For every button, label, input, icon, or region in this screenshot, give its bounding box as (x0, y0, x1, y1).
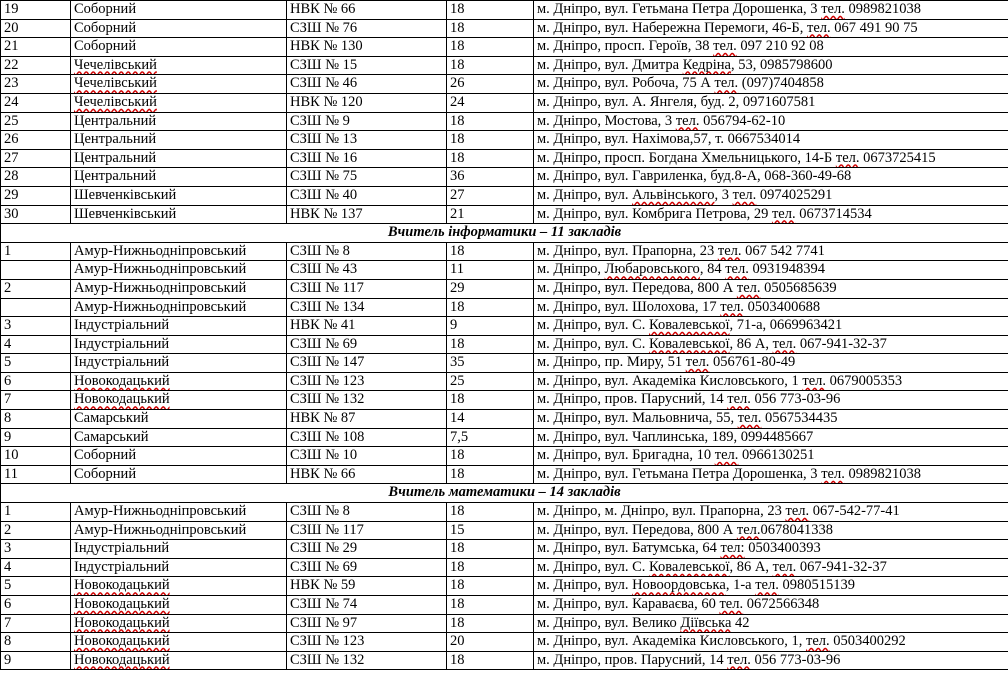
table-row (1, 465, 1008, 484)
school-cell: СЗШ № 132 (287, 391, 447, 410)
school-cell: СЗШ № 8 (287, 242, 447, 261)
address-cell: м. Дніпро, м. Дніпро, вул. Прапорна, 23 тел. 067-542-77-41 (534, 503, 1008, 522)
district-cell: Новокодацький (71, 577, 287, 596)
district-cell: Самарський (71, 410, 287, 429)
district-cell: Індустріальний (71, 354, 287, 373)
school-cell: СЗШ № 9 (287, 112, 447, 131)
address-cell: м. Дніпро, вул. Дмитра Кедріна, 53, 0985798600 (534, 56, 1008, 75)
table-row (1, 112, 1008, 131)
row-number: 25 (1, 112, 71, 131)
table-row (1, 168, 1008, 187)
address-cell: м. Дніпро, вул. Велико Діївська 42 (534, 614, 1008, 633)
school-cell: НВК № 130 (287, 38, 447, 57)
table-row (1, 577, 1008, 596)
row-number: 21 (1, 38, 71, 57)
school-cell: СЗШ № 132 (287, 651, 447, 670)
row-number: 3 (1, 540, 71, 559)
hours-cell: 36 (447, 168, 534, 187)
address-cell: м. Дніпро, Мостова, 3 тел. 056794-62-10 (534, 112, 1008, 131)
hours-cell: 18 (447, 577, 534, 596)
district-cell: Чечелівський (71, 56, 287, 75)
row-number (1, 261, 71, 280)
table-row (1, 335, 1008, 354)
address-cell: м. Дніпро, вул. Бригадна, 10 тел. 0966130251 (534, 447, 1008, 466)
row-number: 4 (1, 335, 71, 354)
district-cell: Амур-Нижньодніпровський (71, 503, 287, 522)
row-number: 7 (1, 614, 71, 633)
row-number: 1 (1, 242, 71, 261)
district-cell: Амур-Нижньодніпровський (71, 521, 287, 540)
table-row (1, 596, 1008, 615)
row-number: 26 (1, 131, 71, 150)
school-cell: СЗШ № 117 (287, 279, 447, 298)
address-cell: м. Дніпро, вул. Альвінського, 3 тел. 0974025291 (534, 186, 1008, 205)
district-cell: Індустріальний (71, 558, 287, 577)
table-row (1, 540, 1008, 559)
district-cell: Новокодацький (71, 596, 287, 615)
school-cell: СЗШ № 97 (287, 614, 447, 633)
district-cell: Чечелівський (71, 75, 287, 94)
school-cell: СЗШ № 117 (287, 521, 447, 540)
address-cell: м. Дніпро, вул. Робоча, 75 А тел. (097)7404858 (534, 75, 1008, 94)
address-cell: м. Дніпро, пров. Парусний, 14 тел. 056 773-03-96 (534, 651, 1008, 670)
address-cell: м. Дніпро, вул. Чаплинська, 189, 0994485667 (534, 428, 1008, 447)
school-cell: СЗШ № 134 (287, 298, 447, 317)
table-row (1, 298, 1008, 317)
row-number: 24 (1, 93, 71, 112)
school-cell: СЗШ № 123 (287, 372, 447, 391)
school-cell: СЗШ № 108 (287, 428, 447, 447)
table-row (1, 279, 1008, 298)
address-cell: м. Дніпро, вул. Гетьмана Петра Дорошенка, 3 тел. 0989821038 (534, 465, 1008, 484)
school-cell: СЗШ № 40 (287, 186, 447, 205)
address-cell: м. Дніпро, вул. Мальовнича, 55, тел. 0567534435 (534, 410, 1008, 429)
table-row (1, 447, 1008, 466)
hours-cell: 18 (447, 651, 534, 670)
hours-cell: 18 (447, 540, 534, 559)
row-number: 10 (1, 447, 71, 466)
row-number: 8 (1, 410, 71, 429)
district-cell: Новокодацький (71, 651, 287, 670)
district-cell: Новокодацький (71, 614, 287, 633)
address-cell: м. Дніпро, вул. Прапорна, 23 тел. 067 542 7741 (534, 242, 1008, 261)
row-number: 11 (1, 465, 71, 484)
table-row (1, 56, 1008, 75)
section-title: Вчитель математики – 14 закладів (1, 484, 1008, 503)
address-cell: м. Дніпро, Любаровського, 84 тел. 0931948394 (534, 261, 1008, 280)
school-cell: СЗШ № 46 (287, 75, 447, 94)
district-cell: Амур-Нижньодніпровський (71, 261, 287, 280)
address-cell: м. Дніпро, вул. С. Ковалевської, 86 А, тел. 067-941-32-37 (534, 335, 1008, 354)
school-cell: НВК № 87 (287, 410, 447, 429)
row-number: 29 (1, 186, 71, 205)
address-cell: м. Дніпро, вул. Шолохова, 17 тел. 0503400688 (534, 298, 1008, 317)
table-row (1, 186, 1008, 205)
hours-cell: 18 (447, 131, 534, 150)
row-number: 2 (1, 521, 71, 540)
address-cell: м. Дніпро, вул. Гавриленка, буд.8-А, 068-360-49-68 (534, 168, 1008, 187)
district-cell: Амур-Нижньодніпровський (71, 242, 287, 261)
row-number: 5 (1, 354, 71, 373)
school-cell: СЗШ № 74 (287, 596, 447, 615)
hours-cell: 14 (447, 410, 534, 429)
district-cell: Новокодацький (71, 633, 287, 652)
address-cell: м. Дніпро, пров. Парусний, 14 тел. 056 773-03-96 (534, 391, 1008, 410)
hours-cell: 18 (447, 391, 534, 410)
district-cell: Соборний (71, 19, 287, 38)
address-cell: м. Дніпро, вул. Новоордовська, 1-а тел. 0980515139 (534, 577, 1008, 596)
district-cell: Амур-Нижньодніпровський (71, 298, 287, 317)
table-row (1, 503, 1008, 522)
row-number: 23 (1, 75, 71, 94)
hours-cell: 18 (447, 614, 534, 633)
row-number: 6 (1, 596, 71, 615)
hours-cell: 26 (447, 75, 534, 94)
table-row (1, 372, 1008, 391)
address-cell: м. Дніпро, вул. Академіка Кисловського, 1, тел. 0503400292 (534, 633, 1008, 652)
address-cell: м. Дніпро, вул. С. Ковалевської, 86 А, тел. 067-941-32-37 (534, 558, 1008, 577)
table-row (1, 410, 1008, 429)
table-row (1, 317, 1008, 336)
table-row (1, 261, 1008, 280)
district-cell: Шевченківський (71, 186, 287, 205)
row-number: 28 (1, 168, 71, 187)
hours-cell: 15 (447, 521, 534, 540)
table-row (1, 205, 1008, 224)
row-number: 7 (1, 391, 71, 410)
hours-cell: 18 (447, 503, 534, 522)
school-cell: НВК № 66 (287, 1, 447, 20)
school-cell: СЗШ № 43 (287, 261, 447, 280)
row-number: 1 (1, 503, 71, 522)
section-title: Вчитель інформатики – 11 закладів (1, 224, 1008, 243)
address-cell: м. Дніпро, просп. Богдана Хмельницького, 14-Б тел. 0673725415 (534, 149, 1008, 168)
row-number: 30 (1, 205, 71, 224)
vacancies-table-body (1, 1, 1008, 670)
school-cell: СЗШ № 8 (287, 503, 447, 522)
section-header-row (1, 484, 1008, 503)
address-cell: м. Дніпро, вул. Набережна Перемоги, 46-Б, тел. 067 491 90 75 (534, 19, 1008, 38)
address-cell: м. Дніпро, просп. Героїв, 38 тел. 097 210 92 08 (534, 38, 1008, 57)
school-cell: СЗШ № 69 (287, 335, 447, 354)
school-cell: СЗШ № 16 (287, 149, 447, 168)
school-cell: НВК № 137 (287, 205, 447, 224)
hours-cell: 27 (447, 186, 534, 205)
district-cell: Центральний (71, 168, 287, 187)
hours-cell: 18 (447, 298, 534, 317)
hours-cell: 18 (447, 558, 534, 577)
district-cell: Індустріальний (71, 540, 287, 559)
hours-cell: 18 (447, 38, 534, 57)
district-cell: Чечелівський (71, 93, 287, 112)
address-cell: м. Дніпро, вул. Комбрига Петрова, 29 тел. 0673714534 (534, 205, 1008, 224)
school-cell: СЗШ № 10 (287, 447, 447, 466)
school-cell: СЗШ № 13 (287, 131, 447, 150)
district-cell: Соборний (71, 1, 287, 20)
district-cell: Центральний (71, 149, 287, 168)
district-cell: Індустріальний (71, 317, 287, 336)
address-cell: м. Дніпро, вул. Передова, 800 А тел.0678041338 (534, 521, 1008, 540)
hours-cell: 18 (447, 596, 534, 615)
table-row (1, 428, 1008, 447)
row-number: 19 (1, 1, 71, 20)
table-row (1, 93, 1008, 112)
school-cell: СЗШ № 76 (287, 19, 447, 38)
address-cell: м. Дніпро, вул. Передова, 800 А тел. 0505685639 (534, 279, 1008, 298)
table-row (1, 633, 1008, 652)
hours-cell: 18 (447, 19, 534, 38)
hours-cell: 18 (447, 465, 534, 484)
row-number: 20 (1, 19, 71, 38)
school-cell: НВК № 66 (287, 465, 447, 484)
address-cell: м. Дніпро, вул. Караваєва, 60 тел. 0672566348 (534, 596, 1008, 615)
address-cell: м. Дніпро, вул. Батумська, 64 тел: 0503400393 (534, 540, 1008, 559)
table-row (1, 131, 1008, 150)
school-cell: НВК № 59 (287, 577, 447, 596)
table-row (1, 1, 1008, 20)
row-number: 4 (1, 558, 71, 577)
hours-cell: 18 (447, 56, 534, 75)
district-cell: Амур-Нижньодніпровський (71, 279, 287, 298)
hours-cell: 21 (447, 205, 534, 224)
address-cell: м. Дніпро, вул. А. Янгеля, буд. 2, 0971607581 (534, 93, 1008, 112)
address-cell: м. Дніпро, вул. Академіка Кисловського, 1 тел. 0679005353 (534, 372, 1008, 391)
hours-cell: 35 (447, 354, 534, 373)
table-row (1, 651, 1008, 670)
school-cell: СЗШ № 147 (287, 354, 447, 373)
table-row (1, 38, 1008, 57)
table-row (1, 149, 1008, 168)
hours-cell: 7,5 (447, 428, 534, 447)
table-row (1, 354, 1008, 373)
address-cell: м. Дніпро, вул. Гетьмана Петра Дорошенка, 3 тел. 0989821038 (534, 1, 1008, 20)
row-number: 3 (1, 317, 71, 336)
school-cell: СЗШ № 123 (287, 633, 447, 652)
hours-cell: 18 (447, 242, 534, 261)
district-cell: Шевченківський (71, 205, 287, 224)
row-number: 27 (1, 149, 71, 168)
school-cell: НВК № 120 (287, 93, 447, 112)
table-row (1, 391, 1008, 410)
district-cell: Соборний (71, 465, 287, 484)
hours-cell: 9 (447, 317, 534, 336)
row-number (1, 298, 71, 317)
row-number: 6 (1, 372, 71, 391)
district-cell: Центральний (71, 131, 287, 150)
row-number: 5 (1, 577, 71, 596)
district-cell: Індустріальний (71, 335, 287, 354)
district-cell: Новокодацький (71, 372, 287, 391)
hours-cell: 11 (447, 261, 534, 280)
district-cell: Самарський (71, 428, 287, 447)
section-header-row (1, 224, 1008, 243)
table-row (1, 521, 1008, 540)
district-cell: Центральний (71, 112, 287, 131)
row-number: 8 (1, 633, 71, 652)
table-row (1, 75, 1008, 94)
hours-cell: 24 (447, 93, 534, 112)
hours-cell: 18 (447, 112, 534, 131)
school-cell: НВК № 41 (287, 317, 447, 336)
hours-cell: 20 (447, 633, 534, 652)
hours-cell: 18 (447, 149, 534, 168)
table-row (1, 614, 1008, 633)
school-cell: СЗШ № 75 (287, 168, 447, 187)
address-cell: м. Дніпро, пр. Миру, 51 тел. 056761-80-49 (534, 354, 1008, 373)
district-cell: Новокодацький (71, 391, 287, 410)
hours-cell: 29 (447, 279, 534, 298)
hours-cell: 18 (447, 335, 534, 354)
address-cell: м. Дніпро, вул. С. Ковалевської, 71-а, 0669963421 (534, 317, 1008, 336)
school-cell: СЗШ № 15 (287, 56, 447, 75)
row-number: 9 (1, 428, 71, 447)
table-row (1, 558, 1008, 577)
school-cell: СЗШ № 69 (287, 558, 447, 577)
hours-cell: 18 (447, 1, 534, 20)
table-row (1, 242, 1008, 261)
row-number: 22 (1, 56, 71, 75)
row-number: 2 (1, 279, 71, 298)
district-cell: Соборний (71, 38, 287, 57)
table-row (1, 19, 1008, 38)
hours-cell: 18 (447, 447, 534, 466)
row-number: 9 (1, 651, 71, 670)
school-cell: СЗШ № 29 (287, 540, 447, 559)
address-cell: м. Дніпро, вул. Нахімова,57, т. 0667534014 (534, 131, 1008, 150)
hours-cell: 25 (447, 372, 534, 391)
district-cell: Соборний (71, 447, 287, 466)
